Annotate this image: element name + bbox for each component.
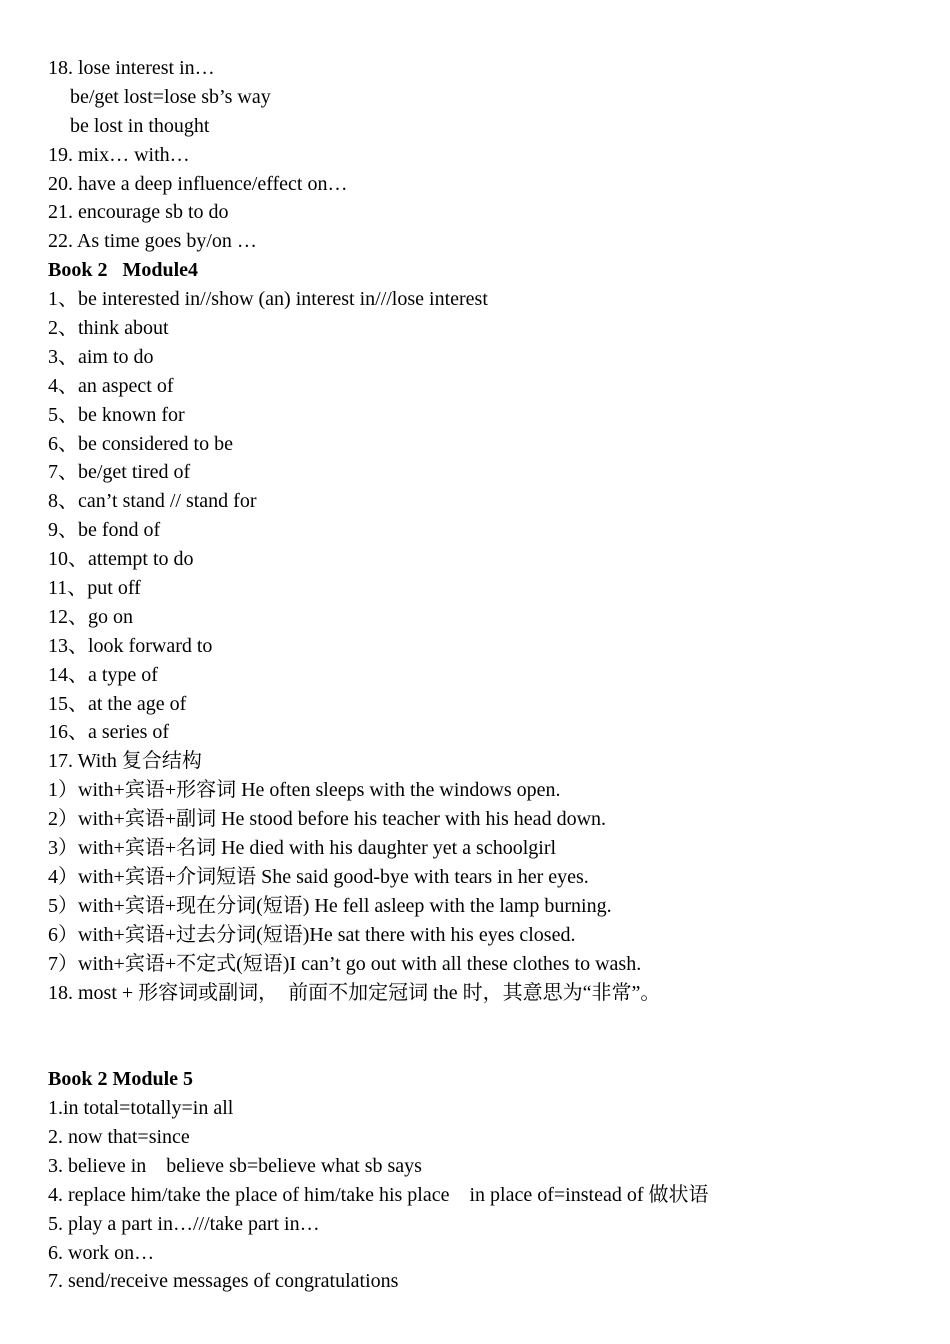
list-item: 6、be considered to be bbox=[48, 432, 233, 455]
list-item: 4、an aspect of bbox=[48, 374, 174, 397]
list-item: 12、go on bbox=[48, 605, 133, 628]
list-item: 14、a type of bbox=[48, 663, 158, 686]
list-item: 17. With 复合结构 bbox=[48, 750, 202, 773]
list-item: 2）with+宾语+副词 He stood before his teacher with his head down. bbox=[48, 808, 607, 831]
list-item: 3、aim to do bbox=[48, 345, 154, 368]
list-item: 5. play a part in…///take part in… bbox=[48, 1212, 320, 1235]
list-item: 1、be interested in//show (an) interest in///lose interest bbox=[48, 288, 488, 311]
list-item: 8、can’t stand // stand for bbox=[48, 490, 257, 513]
list-item: 21. encourage sb to do bbox=[48, 201, 229, 224]
section-heading-module5: Book 2 Module 5 bbox=[48, 1068, 194, 1091]
list-item: 20. have a deep influence/effect on… bbox=[48, 172, 348, 195]
list-item: 1.in total=totally=in all bbox=[48, 1097, 234, 1120]
list-item: 4）with+宾语+介词短语 She said good-bye with tears in her eyes. bbox=[48, 865, 589, 888]
list-item: 11、put off bbox=[48, 577, 141, 600]
list-item: 18. lose interest in… bbox=[48, 57, 215, 79]
document-page bbox=[48, 54, 908, 1296]
list-item: 1）with+宾语+形容词 He often sleeps with the windows open. bbox=[48, 779, 561, 802]
list-item: 10、attempt to do bbox=[48, 548, 194, 571]
list-item: 2、think about bbox=[48, 317, 169, 340]
list-item: 2. now that=since bbox=[48, 1125, 190, 1148]
list-item: 16、a series of bbox=[48, 721, 170, 744]
list-item: 7）with+宾语+不定式(短语)I can’t go out with all these clothes to wash. bbox=[48, 952, 642, 975]
list-item: 13、look forward to bbox=[48, 634, 213, 657]
list-item: 4. replace him/take the place of him/take his place in place of=instead of 做状语 bbox=[48, 1183, 709, 1206]
list-item: 3. believe in believe sb=believe what sb says bbox=[48, 1154, 422, 1177]
spacer bbox=[48, 1036, 908, 1065]
list-item: 19. mix… with… bbox=[48, 143, 190, 166]
list-item: 22. As time goes by/on … bbox=[48, 230, 257, 253]
list-item: 6）with+宾语+过去分词(短语)He sat there with his eyes closed. bbox=[48, 923, 576, 946]
section-heading-module4: Book 2 Module4 bbox=[48, 259, 199, 282]
list-item: be lost in thought bbox=[70, 114, 210, 137]
list-item: 6. work on… bbox=[48, 1241, 155, 1264]
list-item: 7. send/receive messages of congratulations bbox=[48, 1270, 399, 1293]
list-item: 5）with+宾语+现在分词(短语) He fell asleep with the lamp burning. bbox=[48, 894, 612, 917]
list-item: 18. most + 形容词或副词， 前面不加定冠词 the 时，其意思为“非常”。 bbox=[48, 981, 661, 1004]
list-item: 5、be known for bbox=[48, 403, 185, 426]
list-item: be/get lost=lose sb’s way bbox=[70, 85, 271, 108]
list-item: 7、be/get tired of bbox=[48, 461, 191, 484]
list-item: 15、at the age of bbox=[48, 692, 187, 715]
list-item: 3）with+宾语+名词 He died with his daughter yet a schoolgirl bbox=[48, 837, 557, 860]
spacer bbox=[48, 1007, 908, 1036]
list-item: 9、be fond of bbox=[48, 519, 161, 542]
